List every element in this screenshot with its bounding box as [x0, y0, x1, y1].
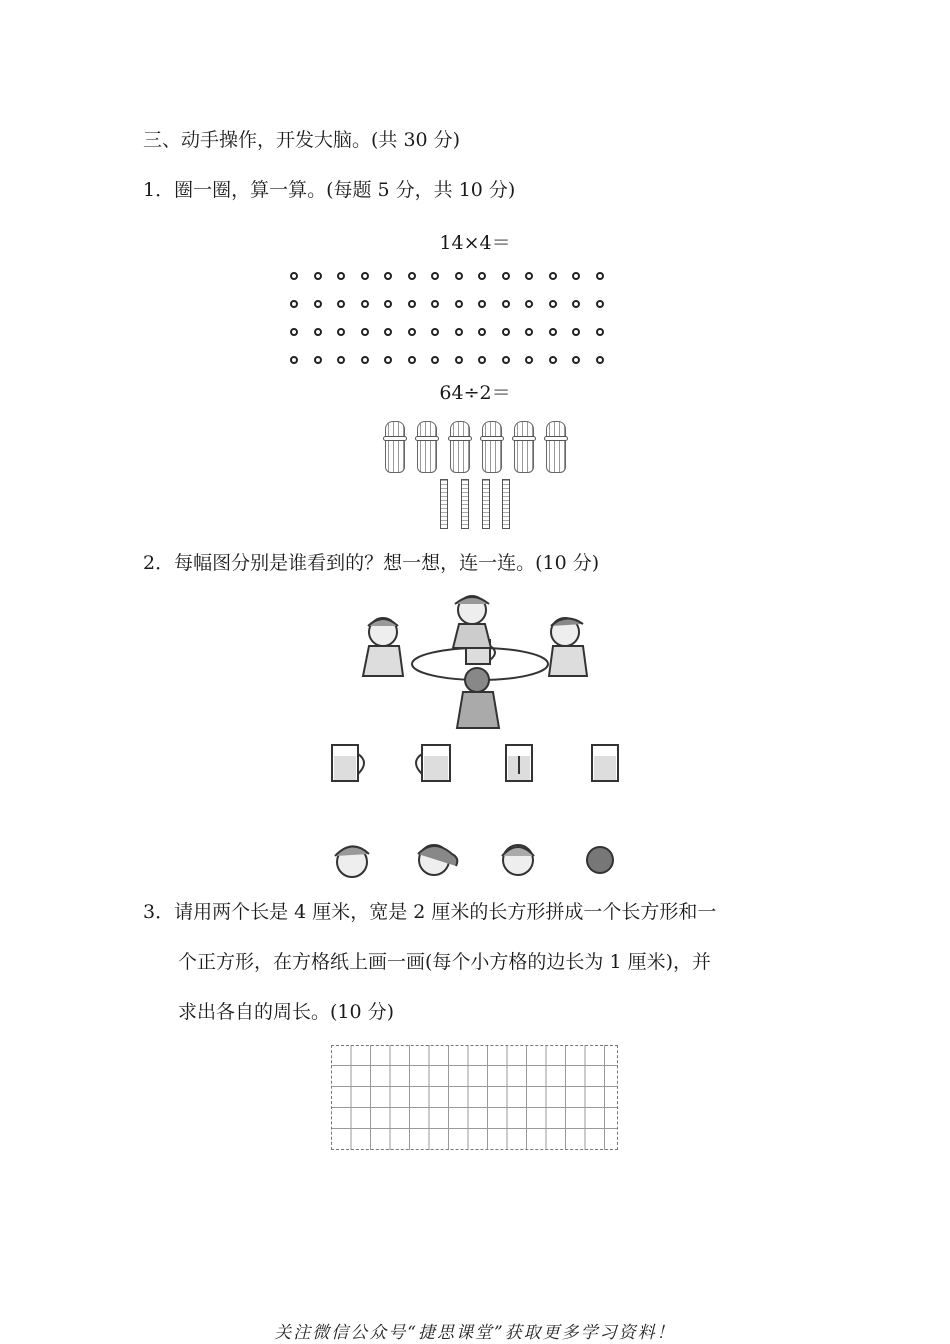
- circle: [384, 356, 392, 364]
- question-3-line-2: 个正方形，在方格纸上画一画(每个小方格的边长为 1 厘米)，并: [178, 951, 711, 973]
- circle: [408, 300, 416, 308]
- section-title: 三、动手操作，开发大脑。(共 30 分): [143, 129, 461, 151]
- circle: [384, 300, 392, 308]
- circle: [431, 300, 439, 308]
- circle: [596, 300, 604, 308]
- circle: [431, 356, 439, 364]
- circle: [314, 356, 322, 364]
- circle: [549, 272, 557, 280]
- circle: [431, 328, 439, 336]
- circle: [408, 356, 416, 364]
- circle: [361, 272, 369, 280]
- circle: [572, 272, 580, 280]
- circle: [361, 328, 369, 336]
- circle: [502, 272, 510, 280]
- single-stick: [440, 479, 448, 529]
- circle: [455, 328, 463, 336]
- circle: [337, 300, 345, 308]
- circle: [314, 272, 322, 280]
- question-1-label: 1．圈一圈，算一算。(每题 5 分，共 10 分): [143, 179, 516, 201]
- circle: [478, 356, 486, 364]
- circle: [455, 272, 463, 280]
- circle: [384, 328, 392, 336]
- circle: [290, 300, 298, 308]
- circle: [596, 328, 604, 336]
- circle-grid: [290, 262, 619, 374]
- question-3-line-3: 求出各自的周长。(10 分): [178, 1001, 395, 1023]
- circle: [314, 300, 322, 308]
- circle: [337, 356, 345, 364]
- circle: [408, 328, 416, 336]
- circle: [525, 300, 533, 308]
- circle: [361, 300, 369, 308]
- question-3-line-1: 3．请用两个长是 4 厘米，宽是 2 厘米的长方形拼成一个长方形和一: [143, 901, 717, 923]
- circle: [384, 272, 392, 280]
- circle: [290, 328, 298, 336]
- bundle-of-ten-sticks: [482, 421, 502, 473]
- circle: [314, 328, 322, 336]
- circle: [478, 300, 486, 308]
- circle: [431, 272, 439, 280]
- circle: [525, 328, 533, 336]
- circle: [596, 272, 604, 280]
- circle: [361, 356, 369, 364]
- circle: [549, 328, 557, 336]
- circle: [455, 356, 463, 364]
- circle: [455, 300, 463, 308]
- circle-row: [290, 262, 619, 290]
- circle: [596, 356, 604, 364]
- circle: [572, 300, 580, 308]
- bundle-of-ten-sticks: [385, 421, 405, 473]
- circle: [478, 272, 486, 280]
- square-grid-paper[interactable]: [331, 1045, 618, 1150]
- circle: [502, 356, 510, 364]
- children-heads-row: [330, 838, 620, 882]
- bundle-of-ten-sticks: [417, 421, 437, 473]
- circle: [549, 300, 557, 308]
- circle-row: [290, 318, 619, 346]
- child-head-cap-girl: [335, 846, 369, 877]
- circle: [549, 356, 557, 364]
- circle: [572, 356, 580, 364]
- single-stick: [502, 479, 510, 529]
- children-around-table-illustration: [355, 590, 600, 730]
- footer-promo: 关注微信公众号“捷思课堂”获取更多学习资料！: [274, 1323, 676, 1343]
- circle: [572, 328, 580, 336]
- child-head-ponytail-girl: [418, 845, 457, 875]
- expression-14x4: 14×4＝: [439, 232, 511, 254]
- single-stick: [482, 479, 490, 529]
- single-stick: [461, 479, 469, 529]
- child-head-cap-boy: [502, 845, 534, 875]
- circle: [337, 272, 345, 280]
- circle: [502, 300, 510, 308]
- circle: [290, 272, 298, 280]
- expression-64div2: 64÷2＝: [439, 382, 511, 404]
- cup-view-handle-left: [416, 745, 450, 781]
- bundle-of-ten-sticks: [546, 421, 566, 473]
- cup-views-row: [330, 742, 630, 787]
- bundle-of-ten-sticks: [450, 421, 470, 473]
- circle: [525, 356, 533, 364]
- bundle-of-ten-sticks: [514, 421, 534, 473]
- cup-view-handle-right: [332, 745, 364, 781]
- circle: [525, 272, 533, 280]
- circle: [408, 272, 416, 280]
- question-2-label: 2．每幅图分别是谁看到的？想一想，连一连。(10 分): [143, 552, 600, 574]
- circle: [337, 328, 345, 336]
- circle: [502, 328, 510, 336]
- cup-view-no-handle: [592, 745, 618, 781]
- circle-row: [290, 290, 619, 318]
- circle: [290, 356, 298, 364]
- child-head-back-view: [587, 847, 613, 873]
- circle-row: [290, 346, 619, 374]
- cup-view-handle-front: [506, 745, 532, 781]
- circle: [478, 328, 486, 336]
